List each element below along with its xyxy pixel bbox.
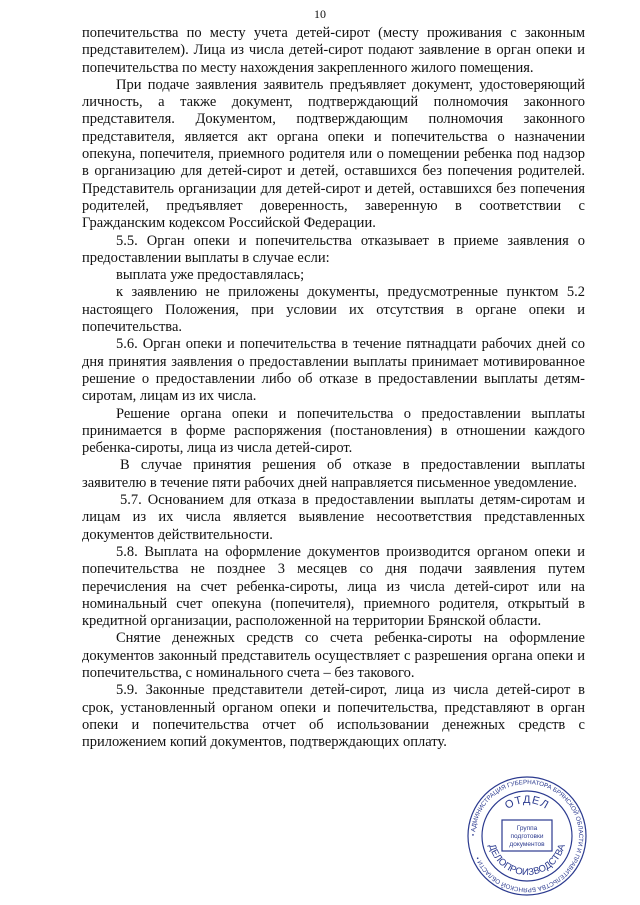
paragraph: 5.6. Орган опеки и попечительства в течение пятнадцати рабочих дней со дня принятия заявления о предоставлении выплаты принимает мотивированное решение о предоставлении либо об отказе в предоставлении выплаты детям-сиротам, лицам из их числа. bbox=[82, 336, 585, 405]
document-body bbox=[82, 25, 585, 751]
stamp-inner-top-text: ОТДЕЛ bbox=[502, 793, 552, 812]
paragraph: попечительства по месту учета детей-сирот (месту проживания с законным представителем). Лица из числа детей-сирот подают заявление в орган опеки и попечительства по месту нахождения закрепленного жилого помещения. bbox=[82, 25, 585, 76]
stamp-inner-bottom-text: ДЕЛОПРОИЗВОДСТВА bbox=[486, 842, 568, 879]
paragraph: 5.7. Основанием для отказа в предоставлении выплаты детям-сиротам и лицам из их числа является выявление несоответствия представленных документов действительности. bbox=[82, 492, 585, 543]
paragraph: 5.8. Выплата на оформление документов производится органом опеки и попечительства не позднее 3 месяцев со дня подачи заявления путем перечисления на счет ребенка-сироты, лица из числа детей-сирот или на номинальный счет опекуна (попечителя), приемного родителя, открытый в кредитной организации, расположенной на территории Брянской области. bbox=[82, 543, 585, 630]
paragraph: Снятие денежных средств со счета ребенка-сироты на оформление документов законный представитель осуществляет с разрешения органа опеки и попечительства, с номинального счета – без такового. bbox=[82, 630, 585, 681]
paragraph: При подаче заявления заявитель предъявляет документ, удостоверяющий личность, а также документ, подтверждающий полномочия законного представителя. Документом, подтверждающим полномочия законного представителя, является акт органа опеки и попечительства о назначении опекуна, попечителя, приемного родителя или о помещении ребенка под надзор в организацию для детей-сирот и детей, оставшихся без попечения родителей. Представитель организации для детей-сирот и детей, оставшихся без попечения родителей, предъявляет доверенность, заверенную в соответствии с Гражданским кодексом Российской Федерации. bbox=[82, 76, 585, 232]
page-number: 10 bbox=[314, 7, 326, 21]
stamp-center-line: документов bbox=[509, 841, 545, 848]
paragraph: Решение органа опеки и попечительства о предоставлении выплаты принимается в форме распоряжения (постановления) в отношении каждого ребенка-сироты, лица из числа детей-сирот. bbox=[82, 405, 585, 457]
paragraph: выплата уже предоставлялась; bbox=[116, 267, 305, 284]
stamp-ring-text: • АДМИНИСТРАЦИЯ ГУБЕРНАТОРА БРЯНСКОЙ ОБЛАСТИ И ПРАВИТЕЛЬСТВА БРЯНСКОЙ ОБЛАСТИ • bbox=[469, 778, 585, 894]
paragraph: 5.9. Законные представители детей-сирот, лица из числа детей-сирот в срок, установленный органом опеки и попечительства, представляют в орган опеки и попечительства отчет об использовании денежных средств с приложением копий документов, подтверждающих оплату. bbox=[82, 682, 585, 751]
stamp-center-line: Группа bbox=[516, 825, 538, 832]
paragraph: 5.5. Орган опеки и попечительства отказывает в приеме заявления о предоставлении выплаты в случае если: bbox=[82, 232, 585, 266]
office-stamp bbox=[466, 775, 588, 897]
stamp-center-line: подготовки bbox=[510, 833, 544, 840]
paragraph: В случае принятия решения об отказе в предоставлении выплаты заявителю в течение пяти рабочих дней направляется письменное уведомление. bbox=[82, 457, 585, 491]
paragraph: к заявлению не приложены документы, предусмотренные пунктом 5.2 настоящего Положения, при условии их отсутствия в органе опеки и попечительства. bbox=[82, 284, 585, 336]
